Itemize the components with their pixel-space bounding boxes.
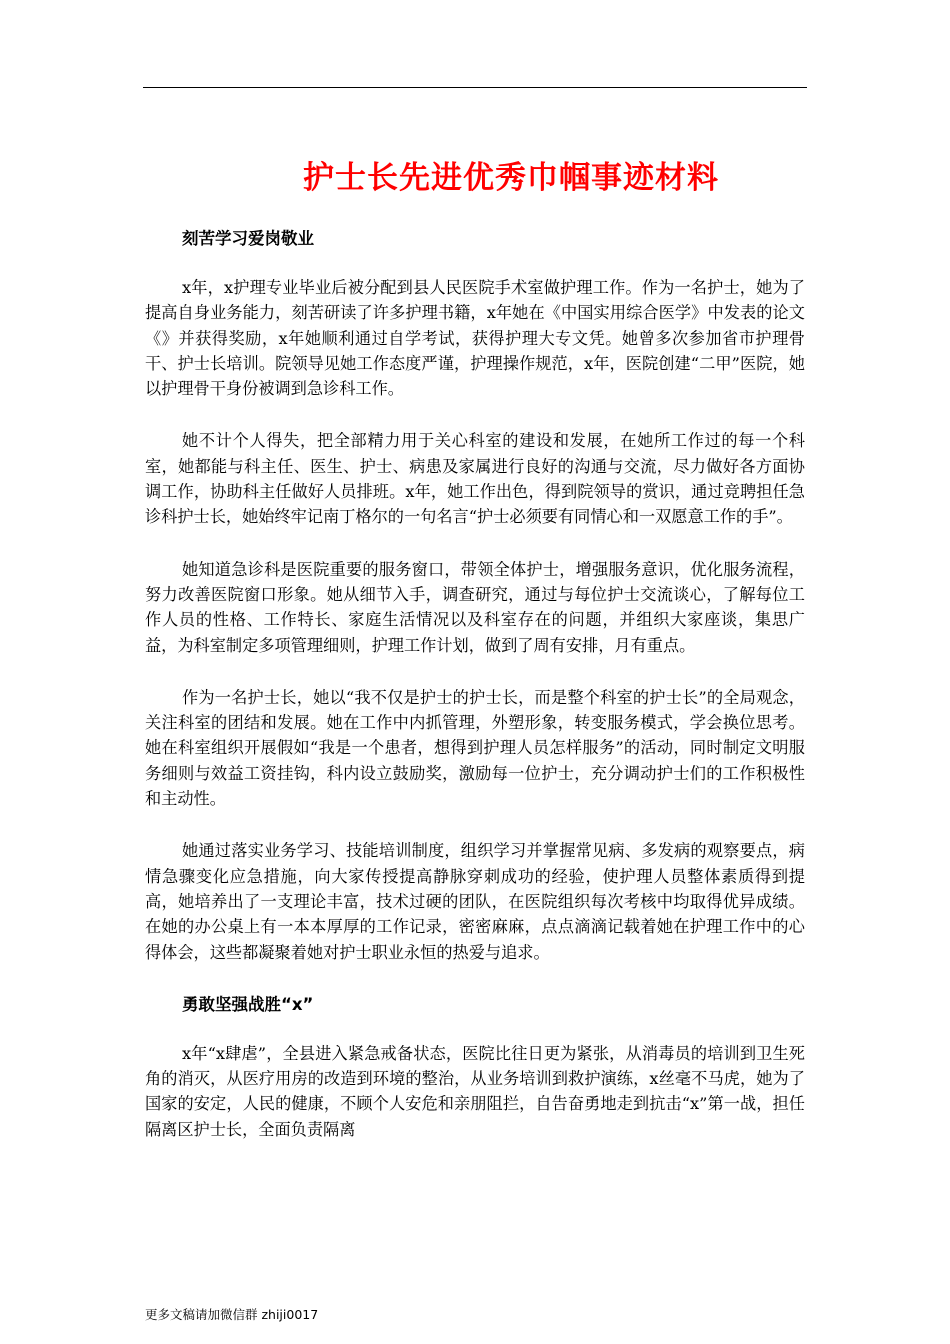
section-heading-2: 勇敢坚强战胜“x” xyxy=(182,994,314,1014)
footer-note: 更多文稿请加微信群 zhiji0017 xyxy=(145,1307,319,1322)
paragraph: x年“x肆虐”，全县进入紧急戒备状态，医院比往日更为紧张，从消毒员的培训到卫生死角的消灭，从医疗用房的改造到环境的整治，从业务培训到救护演练，x丝毫不马虎，她为了国家的安定，人民的健康，不顾个人安危和亲朋阻拦，自告奋勇地走到抗击“x”第一战，担任隔离区护士长，全面负责隔离 xyxy=(145,1043,805,1139)
header-rule xyxy=(143,87,807,88)
document-title: 护士长先进优秀巾帼事迹材料 xyxy=(303,160,719,196)
document-body xyxy=(145,224,805,1142)
paragraph: 她通过落实业务学习、技能培训制度，组织学习并掌握常见病、多发病的观察要点，病情急骤变化应急措施，向大家传授提高静脉穿刺成功的经验，使护理人员整体素质得到提高，她培养出了一支理论丰富，技术过硬的团队，在医院组织每次考核中均取得优异成绩。在她的办公桌上有一本本厚厚的工作记录，密密麻麻，点点滴滴记载着她在护理工作中的心得体会，这些都凝聚着她对护士职业永恒的热爱与追求。 xyxy=(145,841,805,962)
paragraph: x年，x护理专业毕业后被分配到县人民医院手术室做护理工作。作为一名护士，她为了提高自身业务能力，刻苦研读了许多护理书籍，x年她在《中国实用综合医学》中发表的论文《》并获得奖励，x年她顺利通过自学考试，获得护理大专文凭。她曾多次参加省市护理骨干、护士长培训。院领导见她工作态度严谨，护理操作规范，x年，医院创建“二甲”医院，她以护理骨干身份被调到急诊科工作。 xyxy=(145,278,805,399)
paragraph: 她不计个人得失，把全部精力用于关心科室的建设和发展，在她所工作过的每一个科室，她都能与科主任、医生、护士、病患及家属进行良好的沟通与交流，尽力做好各方面协调工作，协助科主任做好人员排班。x年，她工作出色，得到院领导的赏识，通过竞聘担任急诊科护士长，她始终牢记南丁格尔的一句名言“护士必须要有同情心和一双愿意工作的手”。 xyxy=(145,431,805,527)
paragraph: 她知道急诊科是医院重要的服务窗口，带领全体护士，增强服务意识，优化服务流程，努力改善医院窗口形象。她从细节入手，调查研究，通过与每位护士交流谈心，了解每位工作人员的性格、工作特长、家庭生活情况以及科室存在的问题，并组织大家座谈，集思广益，为科室制定多项管理细则，护理工作计划，做到了周有安排，月有重点。 xyxy=(145,559,805,655)
section-heading-1: 刻苦学习爱岗敬业 xyxy=(182,229,314,248)
paragraph: 作为一名护士长，她以“我不仅是护士的护士长，而是整个科室的护士长”的全局观念，关注科室的团结和发展。她在工作中内抓管理，外塑形象，转变服务模式，学会换位思考。她在科室组织开展假如“我是一个患者，想得到护理人员怎样服务”的活动，同时制定文明服务细则与效益工资挂钩，科内设立鼓励奖，激励每一位护士，充分调动护士们的工作积极性和主动性。 xyxy=(145,687,805,809)
